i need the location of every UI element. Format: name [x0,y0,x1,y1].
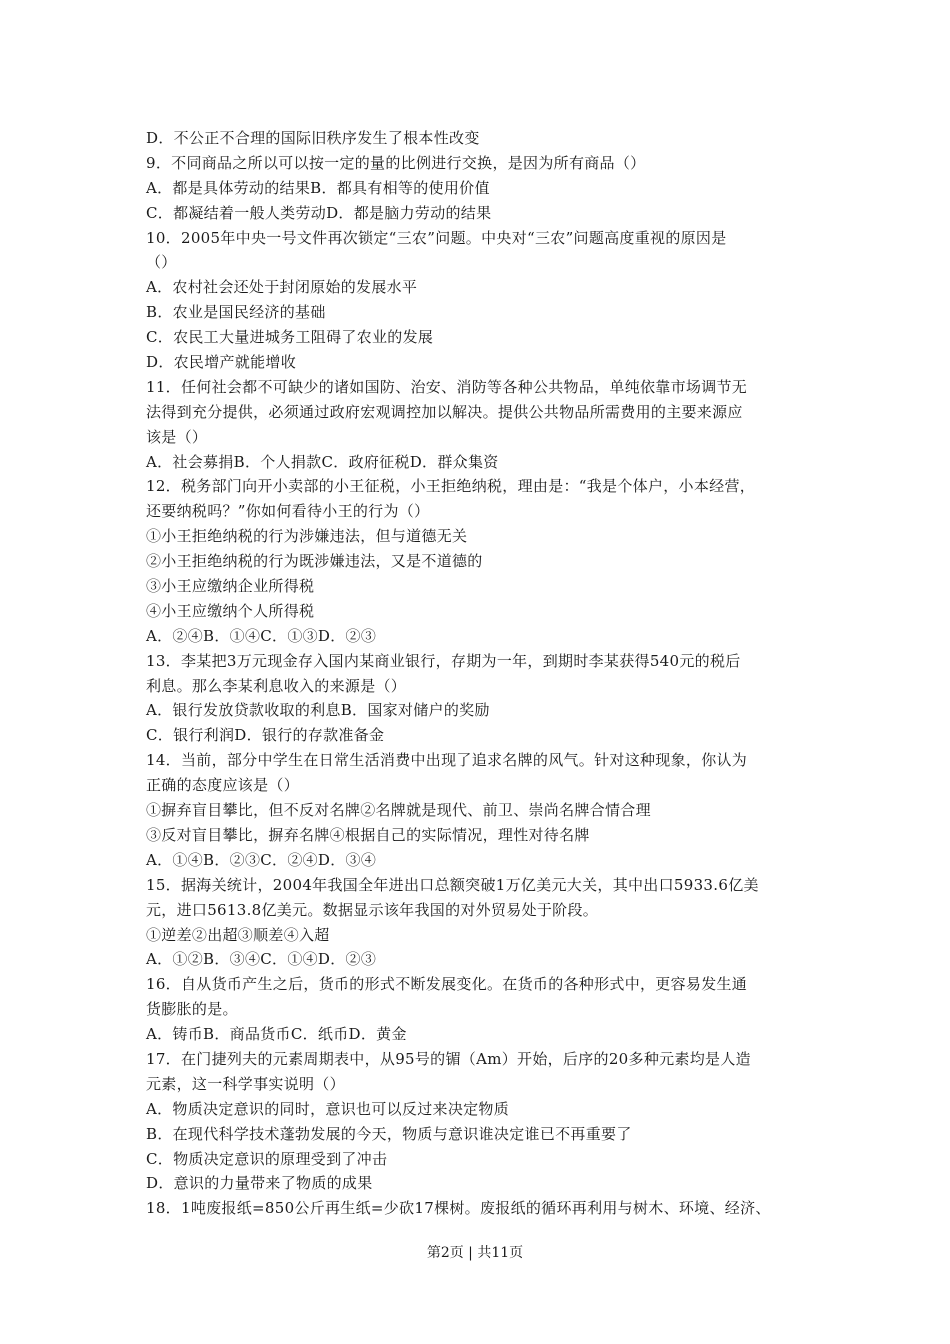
text-line: ①逆差②出超③顺差④入超 [146,925,330,944]
text-line: 元，进口5613.8亿美元。数据显示该年我国的对外贸易处于阶段。 [146,900,599,919]
text-line: 元素，这一科学事实说明（） [146,1074,345,1093]
text-line: C．银行利润D．银行的存款准备金 [146,726,385,745]
question-13: 13．李某把3万元现金存入国内某商业银行，存期为一年，到期时李某获得540元的税后 [146,651,741,670]
text-line: A．铸币B．商品货币C．纸币D．黄金 [146,1025,407,1044]
text-line: 利息。那么李某利息收入的来源是（） [146,676,407,695]
text-line: D．不公正不合理的国际旧秩序发生了根本性改变 [146,129,480,147]
question-18: 18．1吨废报纸=850公斤再生纸=少砍17棵树。废报纸的循环再利用与树木、环境、经济、 [146,1199,771,1218]
text-line: D．意识的力量带来了物质的成果 [146,1174,373,1193]
text-line: ③反对盲目攀比，摒弃名牌④根据自己的实际情况，理性对待名牌 [146,825,590,844]
text-line: 正确的态度应该是（） [146,776,300,795]
page-body [146,126,816,1221]
text-line: B．农业是国民经济的基础 [146,303,326,322]
text-line: （） [146,253,177,272]
question-11: 11．任何社会都不可缺少的诸如国防、治安、消防等各种公共物品，单纯依靠市场调节无 [146,377,748,396]
text-line: ③小王应缴纳企业所得税 [146,577,315,596]
text-line: A．②④B．①④C．①③D．②③ [146,626,377,645]
text-line: ①小王拒绝纳税的行为涉嫌违法，但与道德无关 [146,527,468,546]
text-line: 还要纳税吗？”你如何看待小王的行为（） [146,502,430,521]
text-line: A．农村社会还处于封闭原始的发展水平 [146,278,418,297]
page-number-footer: 第2页 | 共11页 [426,1245,524,1261]
question-14: 14．当前，部分中学生在日常生活消费中出现了追求名牌的风气。针对这种现象，你认为 [146,751,748,770]
text-line: C．农民工大量进城务工阻碍了农业的发展 [146,328,434,347]
text-line: A．银行发放贷款收取的利息B．国家对储户的奖励 [146,701,490,720]
text-line: A．都是具体劳动的结果B．都具有相等的使用价值 [146,178,490,197]
text-line: C．都凝结着一般人类劳动D．都是脑力劳动的结果 [146,203,492,222]
text-line: ②小王拒绝纳税的行为既涉嫌违法，又是不道德的 [146,552,483,571]
question-10: 10．2005年中央一号文件再次锁定“三农”问题。中央对“三农”问题高度重视的原因是 [146,228,727,247]
text-line: 法得到充分提供，必须通过政府宏观调控加以解决。提供公共物品所需费用的主要来源应 [146,402,743,421]
question-16: 16．自从货币产生之后，货币的形式不断发展变化。在货币的各种形式中，更容易发生通 [146,975,748,994]
text-line: ①摒弃盲目攀比，但不反对名牌②名牌就是现代、前卫、崇尚名牌合情合理 [146,801,651,820]
question-9: 9．不同商品之所以可以按一定的量的比例进行交换，是因为所有商品（） [146,153,646,172]
text-line: A．①④B．②③C．②④D．③④ [146,850,377,869]
text-line: B．在现代科学技术蓬勃发展的今天，物质与意识谁决定谁已不再重要了 [146,1124,632,1143]
question-12: 12．税务部门向开小卖部的小王征税，小王拒绝纳税，理由是：“我是个体户，小本经营， [146,477,756,496]
text-line: 该是（） [146,427,208,446]
text-line: A．物质决定意识的同时，意识也可以反过来决定物质 [146,1099,510,1118]
question-15: 15．据海关统计，2004年我国全年进出口总额突破1万亿美元大关，其中出口5933.6亿美 [146,875,759,894]
text-line: A．①②B．③④C．①④D．②③ [146,950,377,969]
text-line: ④小王应缴纳个人所得税 [146,601,315,620]
text-line: D．农民增产就能增收 [146,353,297,372]
question-17: 17．在门捷列夫的元素周期表中，从95号的镅（Am）开始，后序的20多种元素均是人造 [146,1049,751,1068]
text-line: 货膨胀的是。 [146,1000,238,1019]
text-line: A．社会募捐B．个人捐款C．政府征税D．群众集资 [146,452,499,471]
text-line: C．物质决定意识的原理受到了冲击 [146,1149,388,1168]
